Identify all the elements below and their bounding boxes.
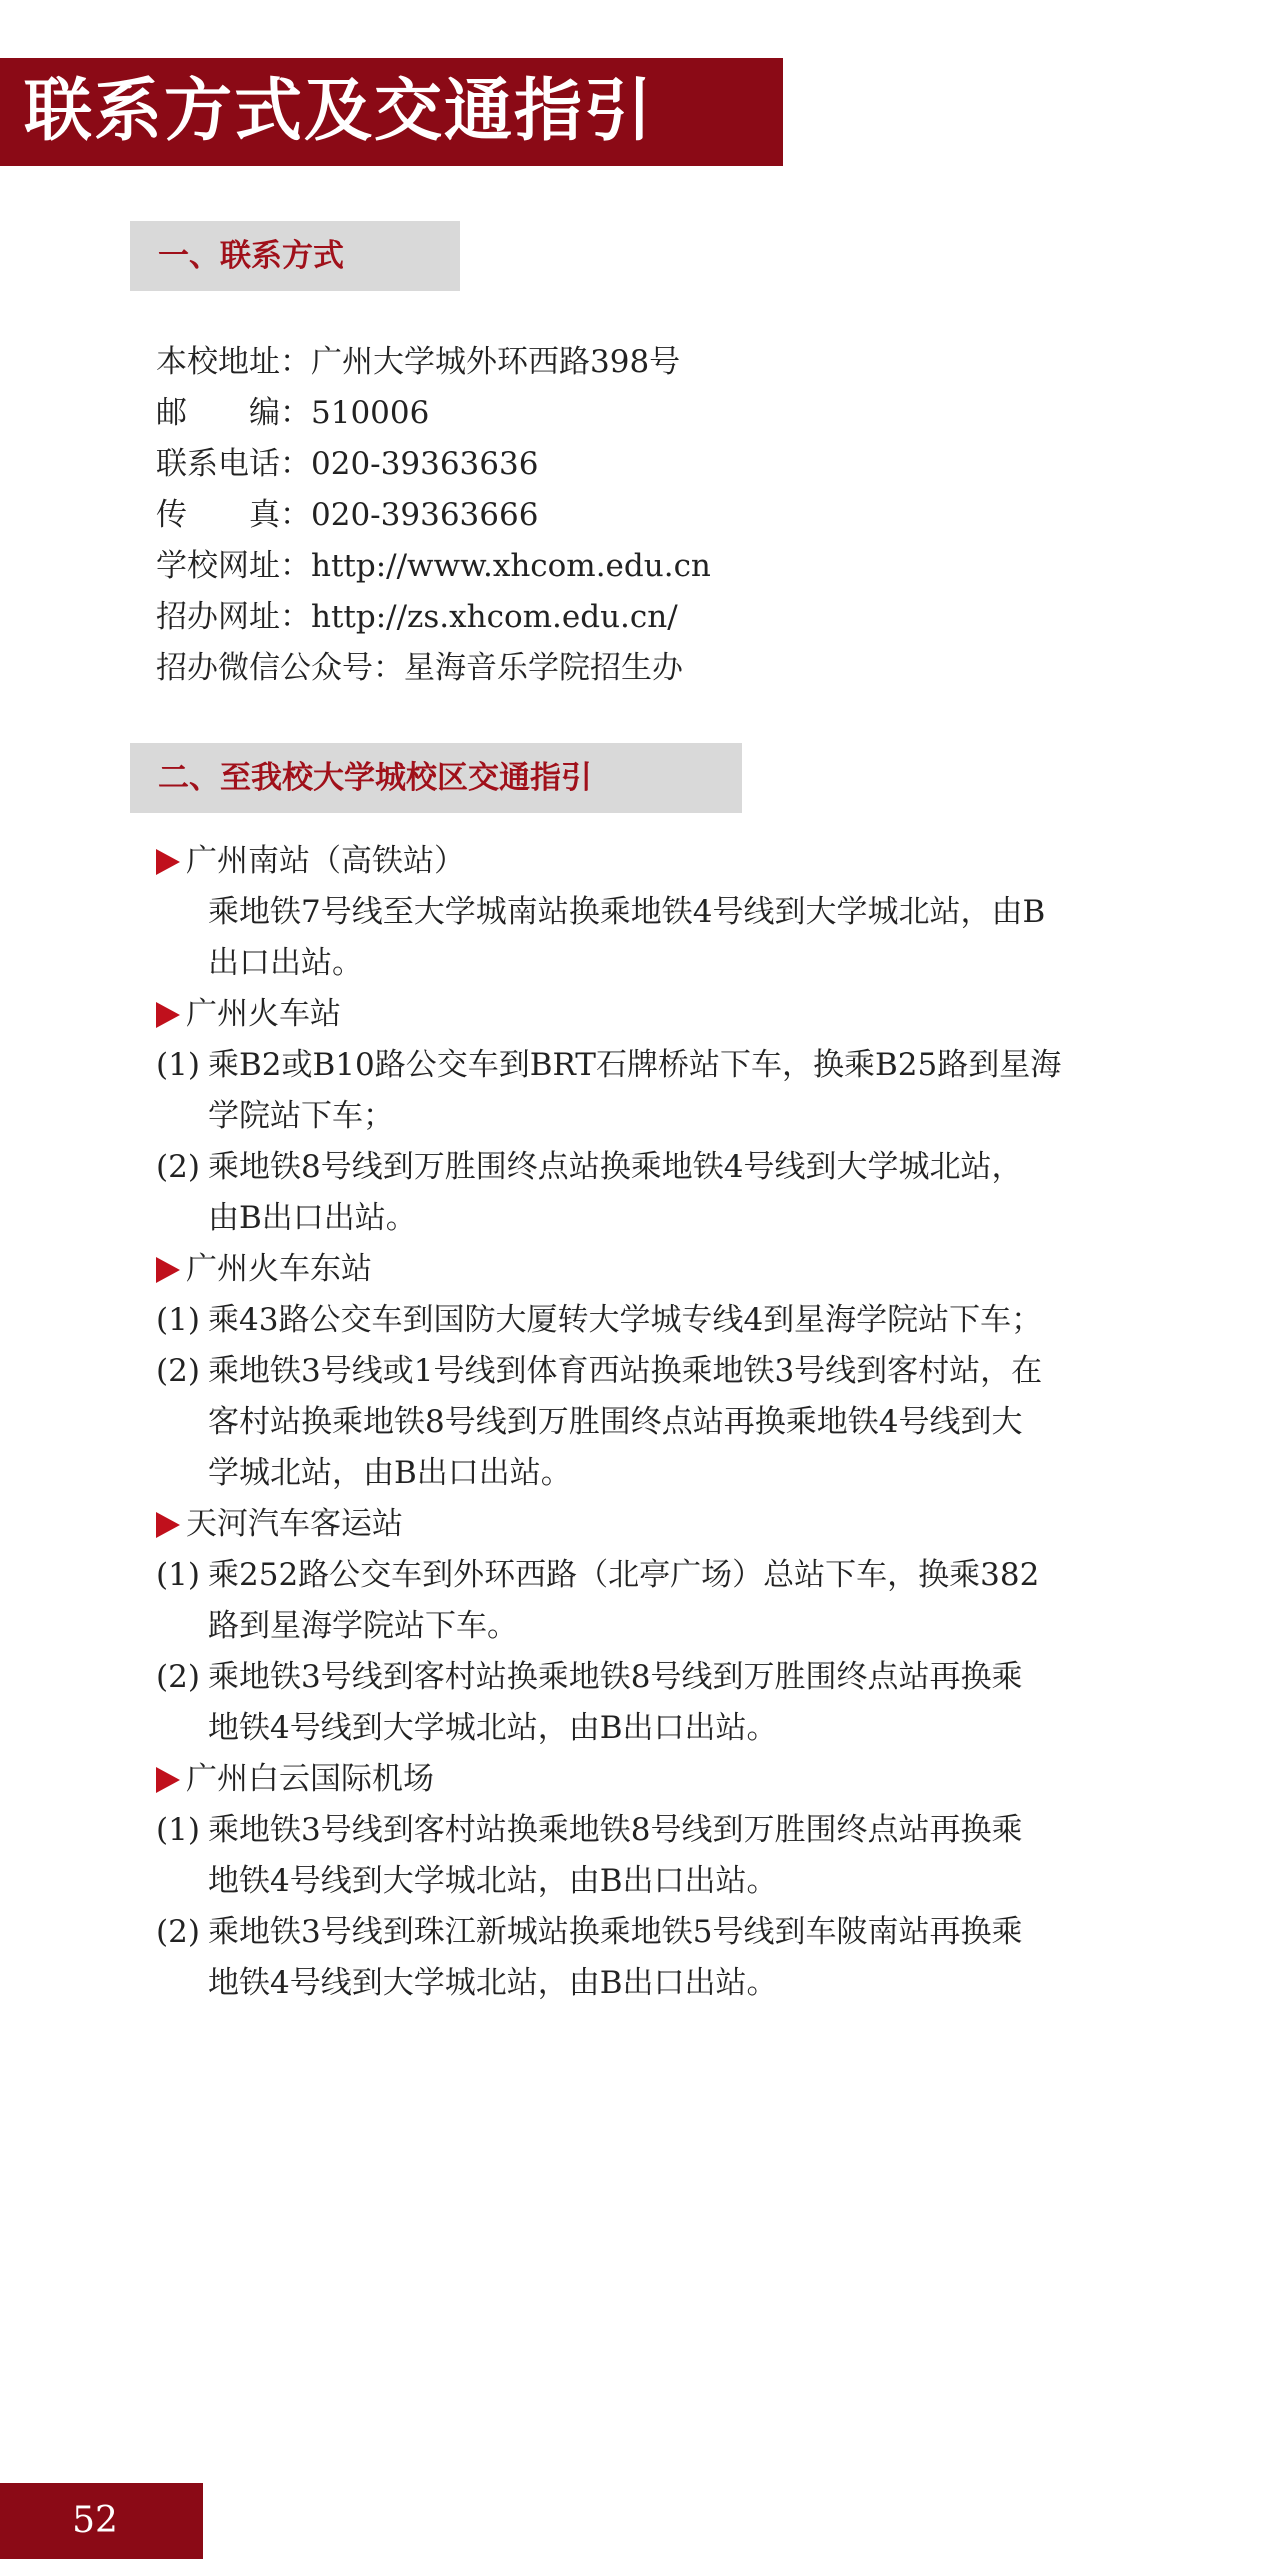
route-line [156,1091,1156,1142]
route-number: (2) [156,1149,200,1185]
route-text: 学院站下车； [208,1098,394,1134]
station-heading [156,989,1156,1040]
right-triangle-icon [156,1002,180,1028]
route-number: (2) [156,1353,200,1389]
route-number: (1) [156,1557,200,1593]
station-name: 天河汽车客运站 [186,1506,403,1542]
contact-list [156,337,711,694]
route-text: 地铁4号线到大学城北站，由B出口出站。 [208,1965,778,2001]
route-text: 乘252路公交车到外环西路（北亭广场）总站下车，换乘382 [208,1557,1040,1593]
station-heading [156,1754,1156,1805]
route-text: 乘地铁3号线到客村站换乘地铁8号线到万胜围终点站再换乘 [208,1812,1023,1848]
route-text: 路到星海学院站下车。 [208,1608,518,1644]
route-line [156,1652,1156,1703]
route-line [156,1856,1156,1907]
contact-phone: 联系电话：020-39363636 [156,446,539,482]
station-heading [156,836,1156,887]
page-number-box [0,2483,203,2559]
route-text: 地铁4号线到大学城北站，由B出口出站。 [208,1710,778,1746]
route-text: 出口出站。 [208,945,363,981]
route-line [156,1907,1156,1958]
section-heading-transport-text: 二、至我校大学城校区交通指引 [158,760,592,796]
contact-wechat: 招办微信公众号：星海音乐学院招生办 [156,650,683,686]
station-heading [156,1244,1156,1295]
transport-guide [156,836,1156,2009]
route-line [156,1295,1156,1346]
route-number: (1) [156,1047,200,1083]
route-line [156,1550,1156,1601]
contact-school-website: 学校网址：http://www.xhcom.edu.cn [156,548,711,584]
route-line [156,1958,1156,2009]
route-number: (1) [156,1812,200,1848]
section-heading-contact-text: 一、联系方式 [158,238,344,274]
contact-fax: 传 真：020-39363666 [156,497,539,533]
route-line [156,1601,1156,1652]
route-text: 由B出口出站。 [208,1200,417,1236]
right-triangle-icon [156,1512,180,1538]
route-line [156,1805,1156,1856]
route-text: 乘地铁3号线到珠江新城站换乘地铁5号线到车陂南站再换乘 [208,1914,1023,1950]
station-name: 广州火车东站 [186,1251,372,1287]
station-name: 广州火车站 [186,996,341,1032]
section-heading-contact [130,221,460,291]
route-number: (2) [156,1659,200,1695]
route-text: 乘地铁3号线或1号线到体育西站换乘地铁3号线到客村站，在 [208,1353,1043,1389]
route-line [156,887,1156,938]
station-heading [156,1499,1156,1550]
right-triangle-icon [156,1767,180,1793]
route-text: 地铁4号线到大学城北站，由B出口出站。 [208,1863,778,1899]
route-text: 乘B2或B10路公交车到BRT石牌桥站下车，换乘B25路到星海 [208,1047,1062,1083]
station-name: 广州白云国际机场 [186,1761,434,1797]
route-line [156,938,1156,989]
contact-postcode: 邮 编：510006 [156,395,430,431]
route-line [156,1703,1156,1754]
route-text: 乘地铁8号线到万胜围终点站换乘地铁4号线到大学城北站， [208,1149,1023,1185]
contact-address: 本校地址：广州大学城外环西路398号 [156,344,681,380]
route-line [156,1448,1156,1499]
route-line [156,1040,1156,1091]
route-number: (1) [156,1302,200,1338]
route-line [156,1397,1156,1448]
route-line [156,1193,1156,1244]
route-line [156,1142,1156,1193]
right-triangle-icon [156,1257,180,1283]
route-line [156,1346,1156,1397]
title-bar [0,58,783,166]
page-number: 52 [72,2500,118,2541]
right-triangle-icon [156,849,180,875]
route-text: 乘地铁3号线到客村站换乘地铁8号线到万胜围终点站再换乘 [208,1659,1023,1695]
route-text: 乘43路公交车到国防大厦转大学城专线4到星海学院站下车； [208,1302,1043,1338]
contact-admissions-website: 招办网址：http://zs.xhcom.edu.cn/ [156,599,678,635]
route-number: (2) [156,1914,200,1950]
route-text: 学城北站，由B出口出站。 [208,1455,572,1491]
route-text: 客村站换乘地铁8号线到万胜围终点站再换乘地铁4号线到大 [208,1404,1023,1440]
route-text: 乘地铁7号线至大学城南站换乘地铁4号线到大学城北站，由B [208,894,1046,930]
station-name: 广州南站（高铁站） [186,843,465,879]
page-title: 联系方式及交通指引 [24,72,655,151]
section-heading-transport [130,743,742,813]
